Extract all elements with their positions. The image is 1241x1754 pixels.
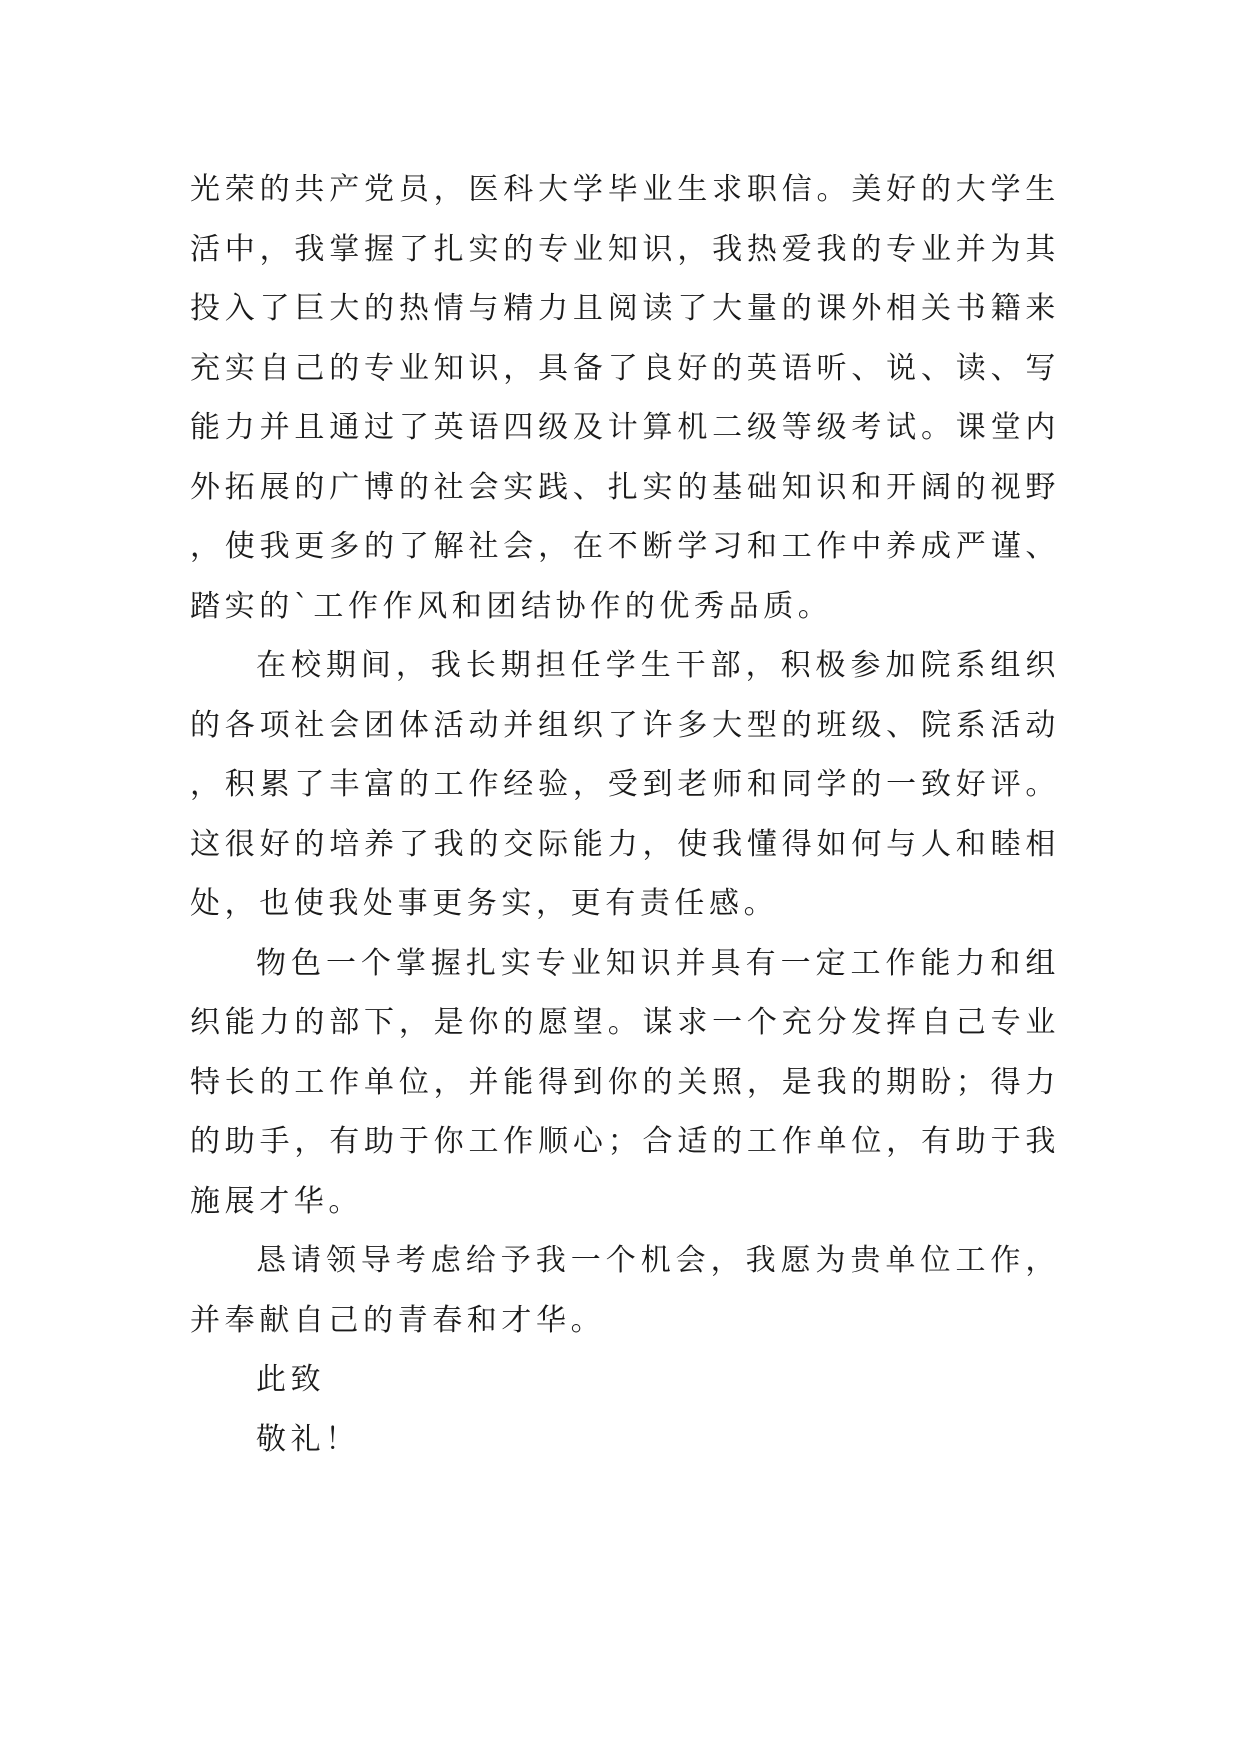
paragraph-2: 在校期间，我长期担任学生干部，积极参加院系组织的各项社会团体活动并组织了许多大型的班级、院系活动，积累了丰富的工作经验，受到老师和同学的一致好评。这很好的培养了我的交际能力，使我懂得如何与人和睦相处，也使我处事更务实，更有责任感。 bbox=[190, 648, 1060, 921]
letter-body bbox=[190, 160, 1060, 1469]
closing-regards: 敬礼！ bbox=[256, 1421, 360, 1457]
paragraph-4: 恳请领导考虑给予我一个机会，我愿为贵单位工作，并奉献自己的青春和才华。 bbox=[190, 1243, 1060, 1338]
paragraph-1: 光荣的共产党员，医科大学毕业生求职信。美好的大学生活中，我掌握了扎实的专业知识，我热爱我的专业并为其投入了巨大的热情与精力且阅读了大量的课外相关书籍来充实自己的专业知识，具备了良好的英语听、说、读、写能力并且通过了英语四级及计算机二级等级考试。课堂内外拓展的广博的社会实践、扎实的基础知识和开阔的视野，使我更多的了解社会，在不断学习和工作中养成严谨、踏实的`工作作风和团结协作的优秀品质。 bbox=[190, 172, 1060, 624]
paragraph-3: 物色一个掌握扎实专业知识并具有一定工作能力和组织能力的部下，是你的愿望。谋求一个充分发挥自己专业特长的工作单位，并能得到你的关照，是我的期盼；得力的助手，有助于你工作顺心；合适的工作单位，有助于我施展才华。 bbox=[190, 945, 1060, 1219]
closing-salutation: 此致 bbox=[256, 1362, 326, 1397]
